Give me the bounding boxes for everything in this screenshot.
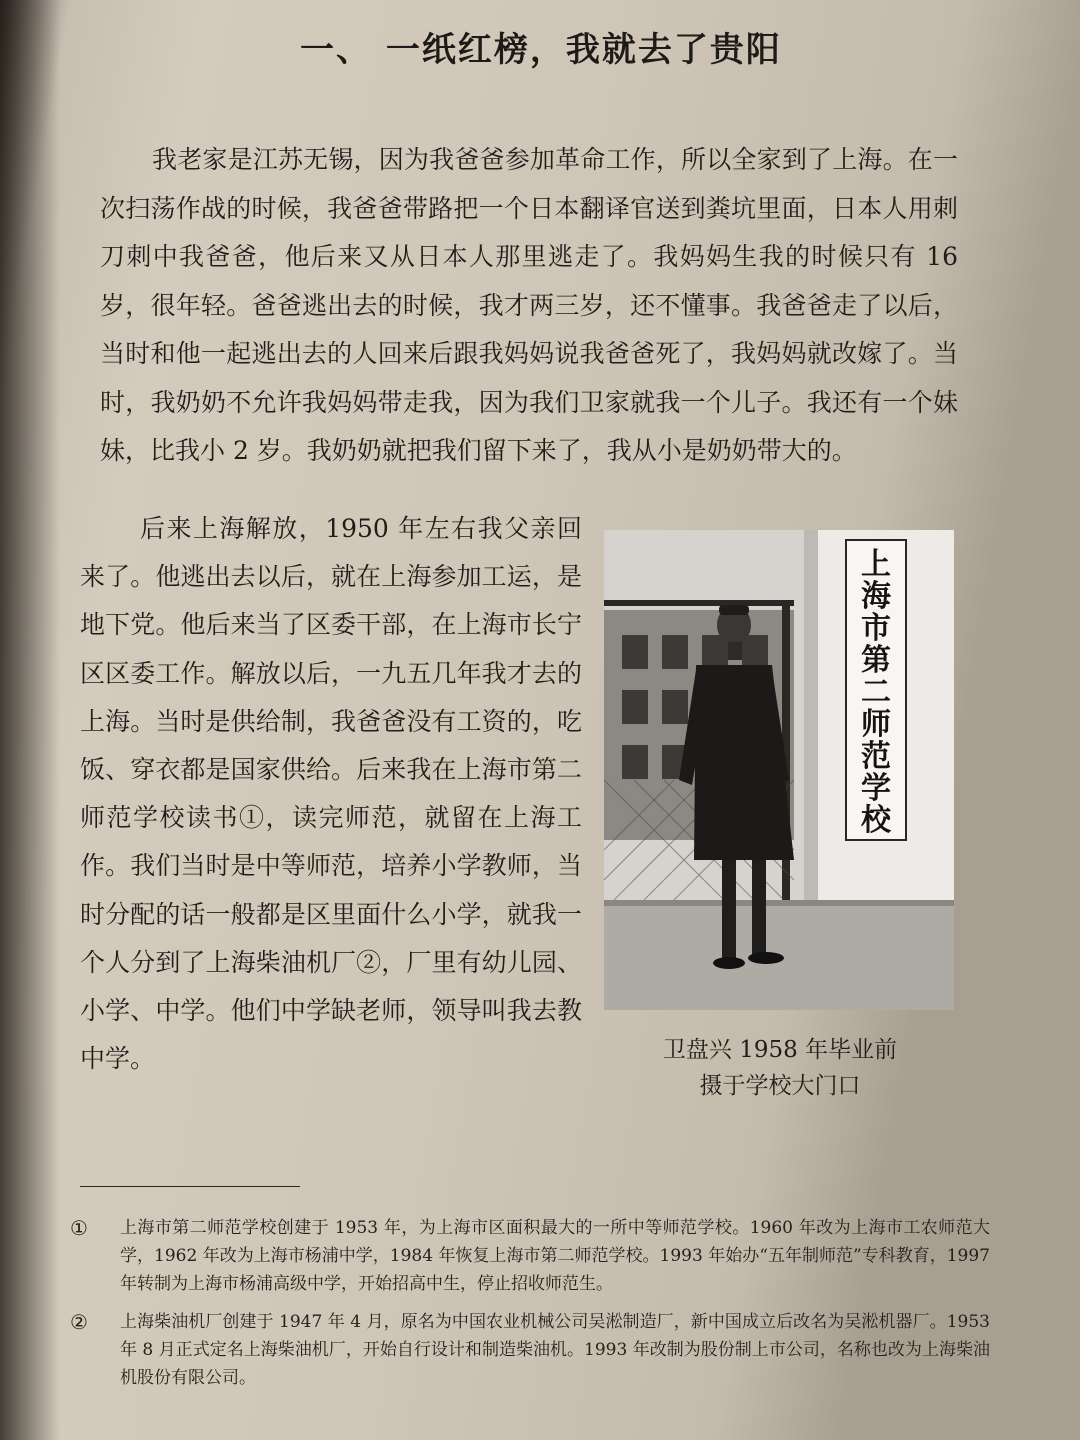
footnote-2: [70, 1308, 990, 1392]
paragraph-2: 后来上海解放，1950 年左右我父亲回来了。他逃出去以后，就在上海参加工运，是地下党。他后来当了区委干部，在上海市长宁区区委工作。解放以后，一九五几年我才去的上海。当时是供给制，我爸爸没有工资的，吃饭、穿衣都是国家供给。后来我在上海市第二师范学校读书①，读完师范，就留在上海工作。我们当时是中等师范，培养小学教师，当时分配的话一般都是区里面什么小学，就我一个人分到了上海柴油机厂②，厂里有幼儿园、小学、中学。他们中学缺老师，领导叫我去教中学。: [80, 514, 582, 1074]
photo-caption: [610, 1032, 950, 1104]
sign-char: 校: [861, 803, 891, 838]
sign-char: 师: [861, 707, 891, 742]
caption-line-1: 卫盘兴 1958 年毕业前: [662, 1037, 898, 1063]
historical-photo: [604, 530, 954, 1010]
footnote-text: 上海柴油机厂创建于 1947 年 4 月，原名为中国农业机械公司吴淞制造厂，新中国成立后改名为吴淞机器厂。1953 年 8 月正式定名上海柴油机厂，开始自行设计和制造柴油机。1993 年改制为股份制上市公司，名称也改为上海柴油机股份有限公司。: [120, 1312, 990, 1388]
caption-line-2: 摄于学校大门口: [699, 1073, 861, 1099]
sign-char: 范: [861, 739, 891, 774]
footnote-marker: ②: [70, 1310, 88, 1334]
footnote-marker: ①: [70, 1216, 88, 1240]
paragraph-1: 我老家是江苏无锡，因为我爸爸参加革命工作，所以全家到了上海。在一次扫荡作战的时候，我爸爸带路把一个日本翻译官送到粪坑里面，日本人用刺刀刺中我爸爸，他后来又从日本人那里逃走了。我妈妈生我的时候只有 16 岁，很年轻。爸爸逃出去的时候，我才两三岁，还不懂事。我爸爸走了以后，当时和他一起逃出去的人回来后跟我妈妈说我爸爸死了，我妈妈就改嫁了。当时，我奶奶不允许我妈妈带走我，因为我们卫家就我一个儿子。我还有一个妹妹，比我小 2 岁。我奶奶就把我们留下来了，我从小是奶奶带大的。: [100, 145, 958, 465]
sign-char: 二: [861, 675, 891, 710]
sign-char: 上: [861, 547, 891, 582]
footnote-1: [70, 1214, 990, 1298]
sign-char: 市: [861, 611, 891, 646]
sign-char: 学: [861, 771, 891, 806]
chapter-title: 一、 一纸红榜，我就去了贵阳: [300, 30, 782, 70]
footnote-text: 上海市第二师范学校创建于 1953 年，为上海市区面积最大的一所中等师范学校。1960 年改为上海市工农师范大学，1962 年改为上海市杨浦中学，1984 年恢复上海市第二师范学校。1993 年始办“五年制师范”专科教育，1997 年转制为上海市杨浦高级中学，开始招高中生，停止招收师范生。: [120, 1218, 990, 1294]
footnote-divider: [80, 1186, 300, 1187]
sign-char: 海: [861, 579, 891, 614]
sign-char: 第: [861, 643, 891, 678]
